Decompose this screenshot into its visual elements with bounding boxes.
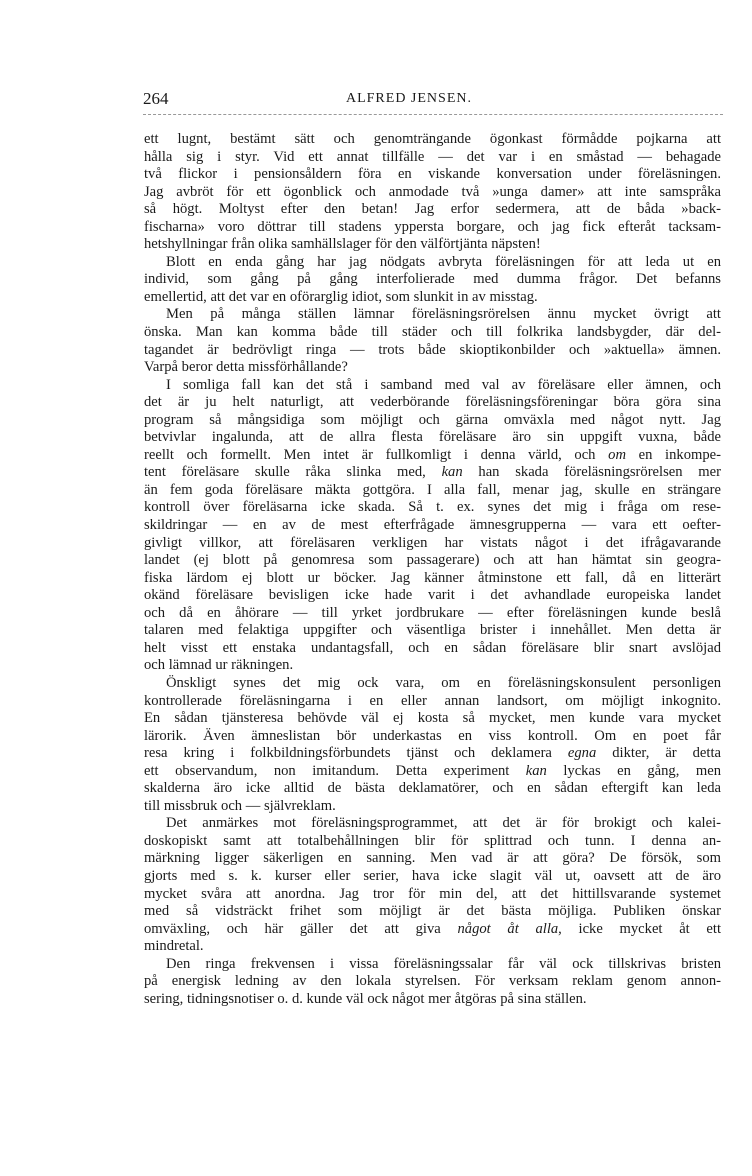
- text-line: [144, 464, 721, 482]
- text-line: kontrollerade föreläsningarna i en eller annan landsort, om möjligt inkognito.: [144, 692, 721, 709]
- text-line: och då en åhörare — till yrket jordbrukare — efter föreläsningen kunde beslå: [144, 604, 721, 621]
- paragraph: [144, 675, 721, 815]
- text-line: betvivlar ingalunda, att de allra flesta föreläsare äro sin uppgift vuxna, både: [144, 429, 721, 446]
- text-line: mindretal.: [144, 938, 204, 955]
- text-line: [144, 447, 721, 465]
- text-line: helt visst ett enstaka undantagsfall, och en sådan föreläsare blir snart avslöjad: [144, 639, 721, 656]
- text-line: [144, 763, 721, 781]
- text-line: hetshyllningar från olika samhällslager för den välförtjänta näpsten!: [144, 236, 541, 253]
- text-line: Jag avbröt för ett ögonblick och anmodade två »unga damer» att inte samspråka: [144, 183, 721, 200]
- body-text: [144, 131, 721, 1008]
- paragraph: [144, 306, 721, 376]
- text-segment: han skada föreläsningsrörelsen mer: [462, 464, 721, 481]
- text-line: emellertid, att det var en oförarglig idiot, som slunkit in av misstag.: [144, 288, 538, 305]
- text-line: Önskligt synes det mig ock vara, om en föreläsningskonsulent personligen: [166, 674, 721, 691]
- text-line: önska. Man kan komma både till städer och till folkrika landsbygder, där del-: [144, 324, 721, 341]
- paragraph: [144, 956, 721, 1009]
- text-line: och lämnad ur räkningen.: [144, 657, 294, 674]
- text-segment: , icke mycket åt ett: [558, 920, 722, 937]
- text-segment: reellt och formellt. Men intet är fullkomligt i denna värld, och: [144, 446, 609, 463]
- text-line: mycket svåra att anordna. Jag tror för min del, att det hittillsvarande systemet: [144, 885, 721, 902]
- text-line: fiska lärdom ej blott ur böcker. Jag känner åtminstone ett fall, då en litterärt: [144, 569, 721, 586]
- text-line: med så vidsträckt frihet som möjligt är det bästa möjliga. Publiken önskar: [144, 903, 721, 920]
- text-segment: ett observandum, non imitandum. Detta experiment: [144, 762, 526, 779]
- text-line: individ, som gång på gång interfolierade med dumma frågor. Det befanns: [144, 271, 721, 288]
- text-line: märkning ligger säkerligen en sanning. Men vad är att göra? De försök, som: [144, 850, 721, 867]
- text-line: kontroll över föreläsarna icke skada. Så t. ex. synes det mig i fråga om rese-: [144, 499, 721, 516]
- text-line: Men på många ställen lämnar föreläsningsrörelsen ännu mycket övrigt att: [166, 306, 721, 323]
- text-line: så högt. Moltyst efter den betan! Jag erfor sedermera, att de båda »back-: [144, 201, 721, 218]
- text-line: landet (ej blott på genomresa som passagerare) och att han hämtat sin geogra-: [144, 552, 721, 569]
- text-line: lärorik. Även ämneslistan bör underkastas en viss kontroll. Om en poet får: [144, 727, 721, 744]
- text-line: sering, tidningsnotiser o. d. kunde väl ock något mer åtgöras på sina ställen.: [144, 990, 587, 1007]
- text-line: hålla sig i styr. Vid ett annat tillfälle — det var i en småstad — behagade: [144, 148, 721, 165]
- paragraph: [144, 815, 721, 955]
- text-line: [144, 921, 721, 939]
- text-line: på energisk ledning av den lokala styrelsen. För verksam reklam genom annon-: [144, 973, 721, 990]
- text-line: fischarna» voro döttrar till stadens yppersta borgare, och jag fick efteråt tacksam-: [144, 218, 721, 235]
- paragraph: [144, 377, 721, 675]
- text-line: två flickor i pensionsåldern föra en viskande konversation under föreläsningen.: [144, 166, 721, 183]
- text-line: Varpå beror detta missförhållande?: [144, 359, 348, 376]
- text-segment: dikter, är detta: [596, 745, 721, 762]
- text-segment: resa kring i folkbildningsförbundets tjänst och deklamera: [144, 745, 568, 762]
- emphasis: något åt alla: [457, 920, 559, 937]
- emphasis: kan: [525, 762, 547, 779]
- text-line: än fem goda föreläsare mäkta gottgöra. I alla fall, menar jag, skulle en strängare: [144, 481, 721, 498]
- text-line: I somliga fall kan det stå i samband med val av föreläsare eller ämnen, och: [166, 376, 721, 393]
- paragraph: [144, 254, 721, 307]
- text-line: det är ju helt naturligt, att vederbörande föreläsningsföreningar böra göra sina: [144, 394, 721, 411]
- text-line: gjorts med s. k. kurser eller serier, hava icke slagit väl ut, oavsett att de äro: [144, 867, 721, 884]
- emphasis: om: [608, 446, 626, 463]
- header-rule: [143, 114, 723, 115]
- text-line: tagandet är bedrövligt ringa — trots både skioptikonbilder och »aktuella» ämnen.: [144, 341, 721, 358]
- running-head: ALFRED JENSEN.: [345, 91, 472, 106]
- text-segment: tent föreläsare skulle råka slinka med,: [144, 464, 442, 481]
- text-line: skildringar — en av de mest efterfrågade ämnesgrupperna — vara ett oefter-: [144, 517, 721, 534]
- text-line: Den ringa frekvensen i vissa föreläsningssalar får väl ock tillskrivas bristen: [166, 955, 721, 972]
- text-line: ett lugnt, bestämt sätt och genomträngande ögonkast förmådde pojkarna att: [144, 131, 721, 147]
- text-line: En sådan tjänsteresa behövde väl ej kosta så mycket, men kunde vara mycket: [144, 710, 721, 727]
- text-segment: omväxling, och här gäller det att giva: [144, 920, 458, 937]
- text-line: Blott en enda gång har jag nödgats avbryta föreläsningen för att leda ut en: [166, 253, 721, 270]
- text-line: talaren med felaktiga uppgifter och väsentliga brister i innehållet. Men detta är: [144, 622, 721, 639]
- page-number: 264: [143, 89, 169, 108]
- text-line: skalderna äro icke alltid de bästa deklamatörer, och en sådan eftergift kan leda: [144, 780, 721, 797]
- paragraph: [144, 131, 721, 254]
- text-line: till missbruk och — självreklam.: [144, 797, 336, 814]
- emphasis: egna: [567, 745, 597, 762]
- text-line: program så mångsidiga som möjligt och gärna omväxla med något nytt. Jag: [144, 411, 721, 428]
- text-segment: lyckas en gång, men: [546, 762, 721, 779]
- text-segment: en inkompe-: [625, 446, 721, 463]
- text-line: givligt villkor, att föreläsaren verkligen har vistats något i det ifrågavarande: [144, 534, 721, 551]
- emphasis: kan: [441, 464, 463, 481]
- text-line: doskopiskt samt att totalbehållningen blir för splittrad och tunn. I denna an-: [144, 832, 721, 849]
- text-line: okänd föreläsare bevisligen icke hade varit i det avhandlade europeiska landet: [144, 587, 721, 604]
- text-line: Det anmärkes mot föreläsningsprogrammet, att det är för brokigt och kalei-: [166, 815, 721, 832]
- text-line: [144, 745, 721, 763]
